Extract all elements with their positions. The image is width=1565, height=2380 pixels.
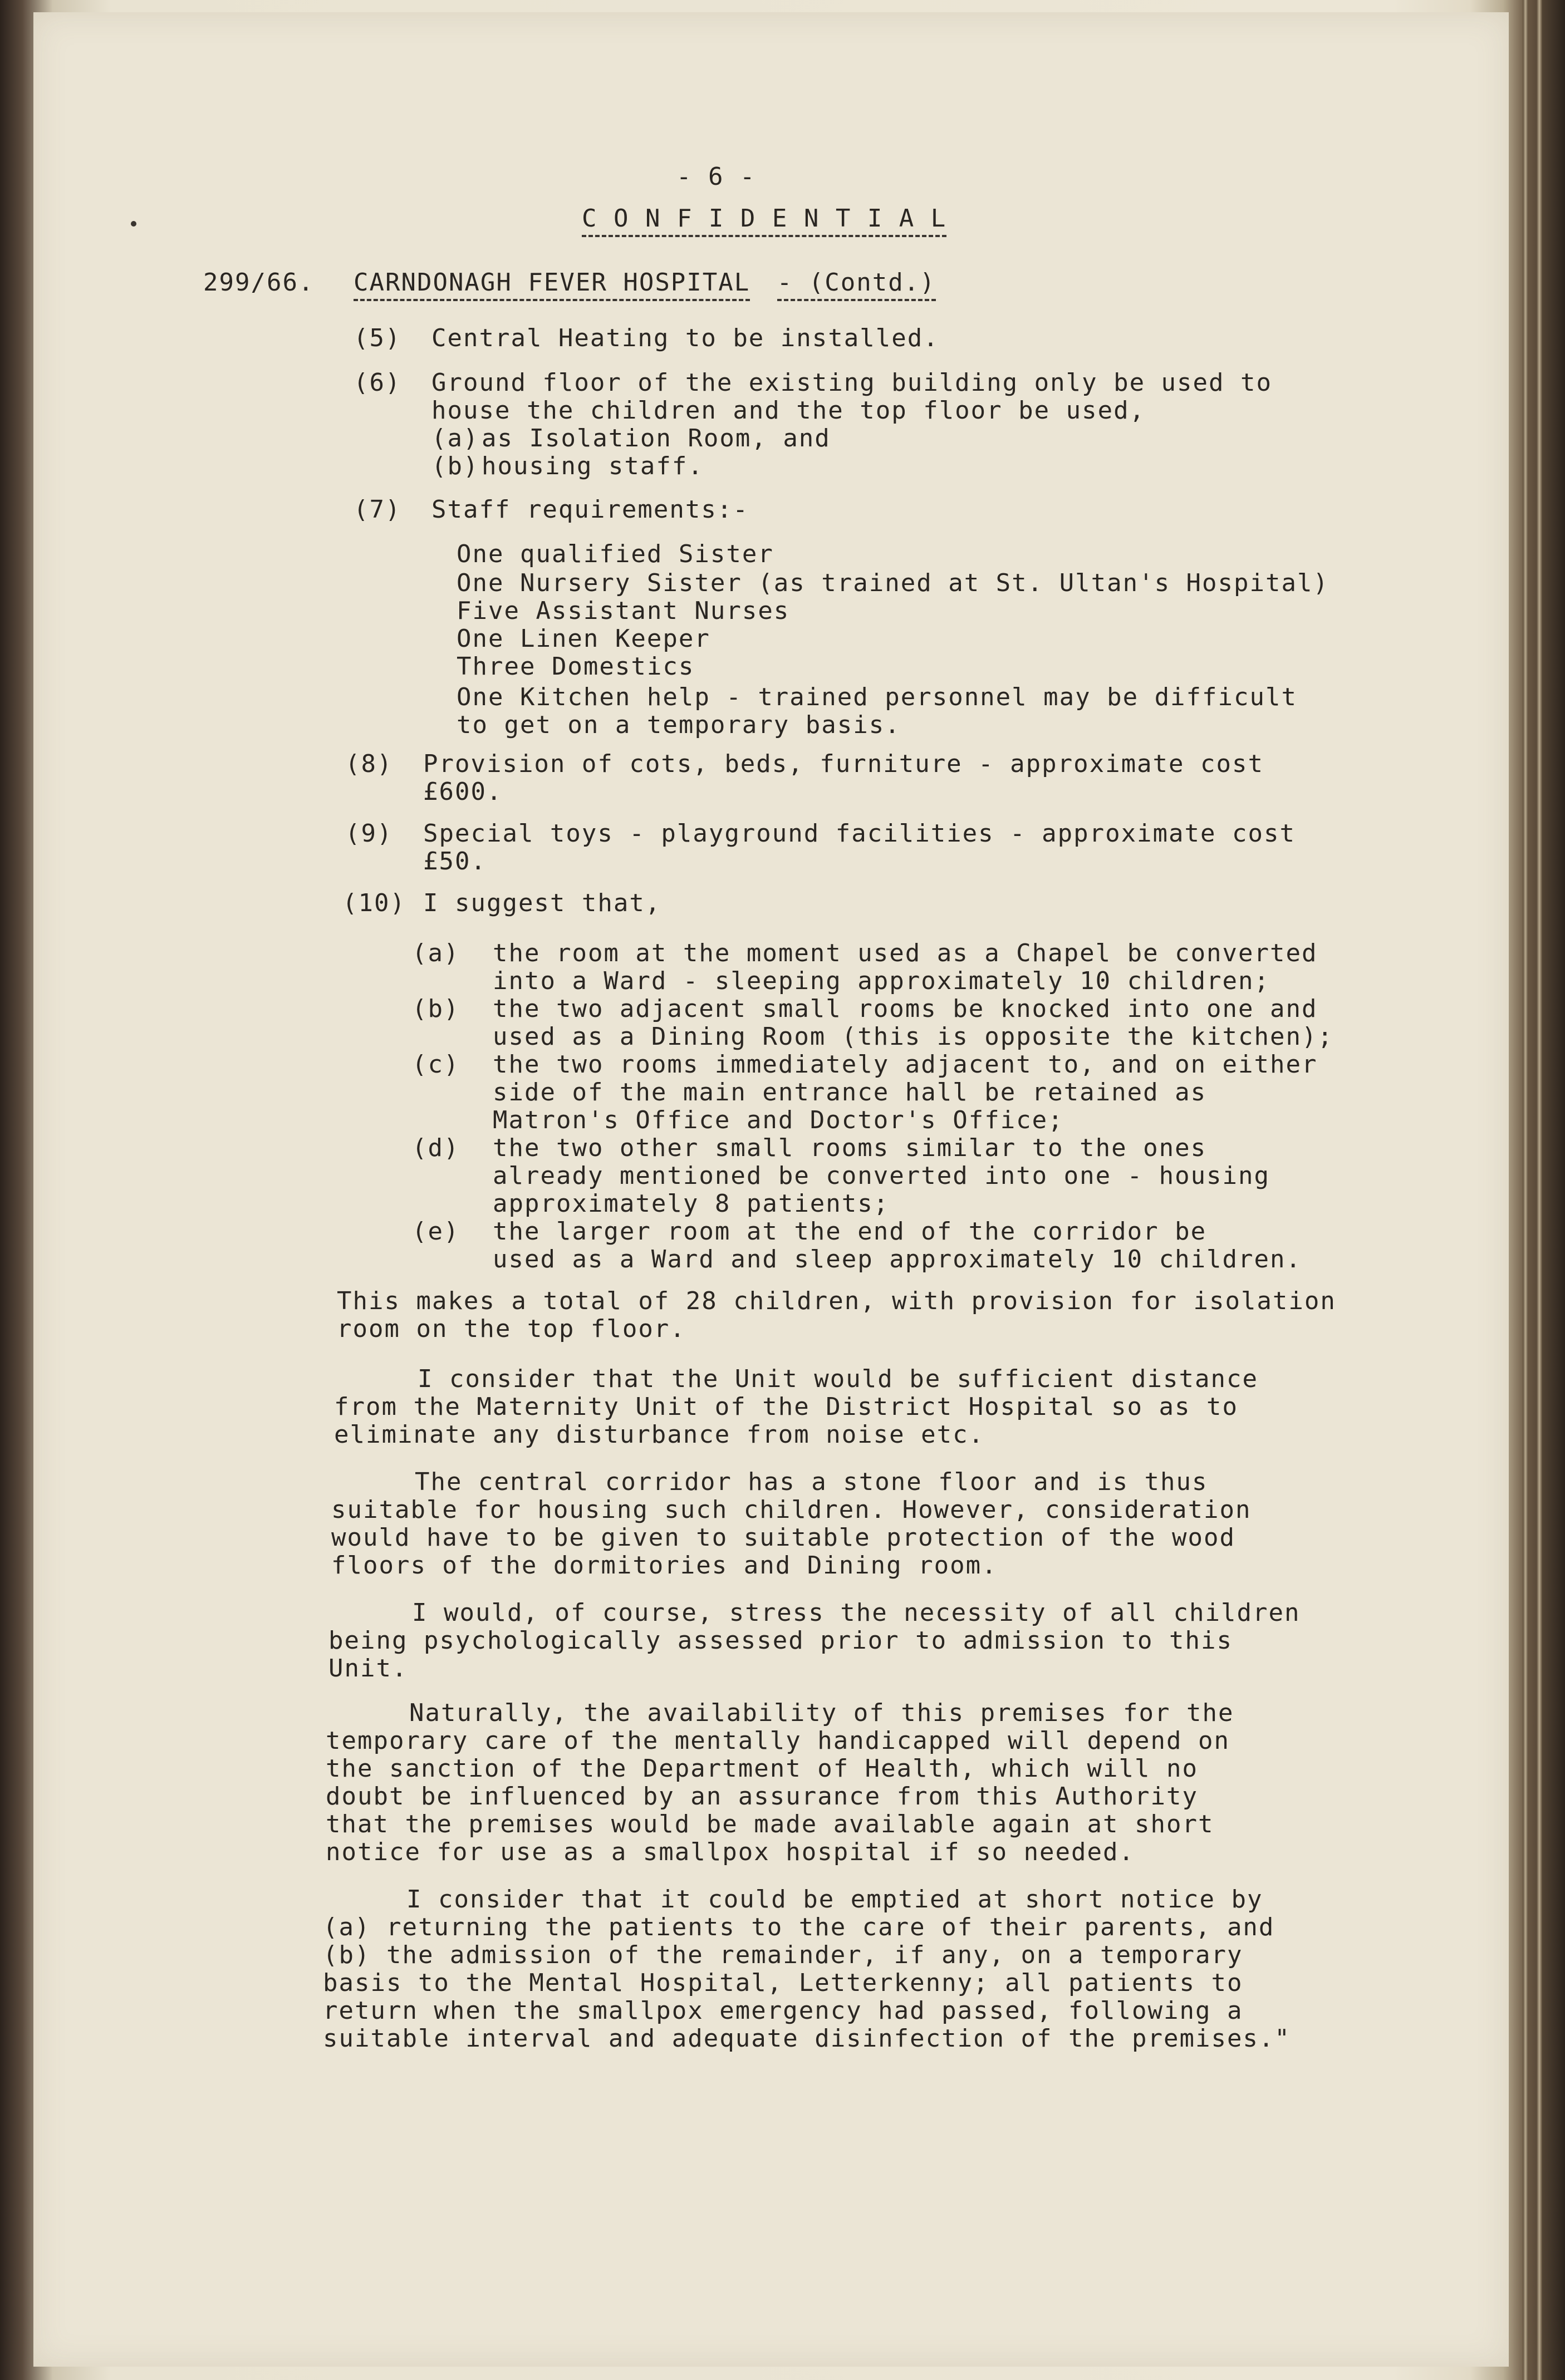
paragraph-6-line: suitable interval and adequate disinfection of the premises." bbox=[323, 2024, 1291, 2053]
item-10-e-line-1: the larger room at the end of the corridor be bbox=[493, 1217, 1207, 1246]
paragraph-4-line: Unit. bbox=[328, 1654, 408, 1683]
item-10-e-label: (e) bbox=[412, 1217, 460, 1246]
item-10-number: (10) bbox=[342, 889, 406, 917]
section-heading bbox=[354, 268, 936, 297]
item-10-b-label: (b) bbox=[412, 995, 460, 1023]
item-10-d-line-1: the two other small rooms similar to the ones bbox=[493, 1134, 1207, 1162]
item-5-number: (5) bbox=[354, 324, 401, 352]
item-10-text: I suggest that, bbox=[423, 889, 661, 917]
item-9-line-1: Special toys - playground facilities - approximate cost bbox=[423, 819, 1296, 848]
paragraph-3-line: suitable for housing such children. However, consideration bbox=[331, 1496, 1252, 1524]
staff-line: One qualified Sister bbox=[457, 540, 774, 568]
item-10-e-line-2: used as a Ward and sleep approximately 10 children. bbox=[493, 1245, 1302, 1273]
paragraph-3-line: The central corridor has a stone floor and is thus bbox=[415, 1468, 1208, 1496]
item-6-number: (6) bbox=[354, 368, 401, 397]
item-5-text: Central Heating to be installed. bbox=[431, 324, 939, 352]
paragraph-5-line: doubt be influenced by an assurance from this Authority bbox=[326, 1782, 1198, 1811]
item-10-b-line-2: used as a Dining Room (this is opposite the kitchen); bbox=[493, 1022, 1333, 1051]
staff-line: One Linen Keeper bbox=[457, 624, 710, 653]
paragraph-6-line: I consider that it could be emptied at short notice by bbox=[406, 1885, 1263, 1914]
item-10-a-line-1: the room at the moment used as a Chapel be converted bbox=[493, 939, 1318, 967]
staff-line: Three Domestics bbox=[457, 652, 695, 681]
page-number: - 6 - bbox=[676, 163, 756, 191]
staff-line: One Nursery Sister (as trained at St. Ultan's Hospital) bbox=[457, 569, 1329, 597]
paragraph-6-line: return when the smallpox emergency had passed, following a bbox=[323, 1997, 1243, 2025]
paragraph-6-line: basis to the Mental Hospital, Letterkenny; all patients to bbox=[323, 1969, 1243, 1997]
paragraph-2-line: from the Maternity Unit of the District Hospital so as to bbox=[334, 1393, 1238, 1421]
page-edge-right bbox=[1523, 0, 1528, 2380]
paragraph-2-line: I consider that the Unit would be sufficient distance bbox=[418, 1365, 1258, 1393]
staff-line: to get on a temporary basis. bbox=[457, 711, 901, 739]
paragraph-5-line: notice for use as a smallpox hospital if so needed. bbox=[326, 1838, 1135, 1866]
item-7-text: Staff requirements:- bbox=[431, 495, 749, 524]
item-10-c-line-1: the two rooms immediately adjacent to, and on either bbox=[493, 1050, 1318, 1079]
item-7-number: (7) bbox=[354, 495, 401, 524]
paragraph-1-line: room on the top floor. bbox=[337, 1315, 686, 1343]
margin-mark bbox=[131, 221, 136, 227]
item-9-line-2: £50. bbox=[423, 847, 487, 876]
item-6-b-text: housing staff. bbox=[482, 452, 704, 480]
paragraph-3-line: floors of the dormitories and Dining room. bbox=[331, 1551, 998, 1580]
paragraph-4-line: I would, of course, stress the necessity of all children bbox=[412, 1599, 1301, 1627]
item-6-a-label: (a) bbox=[431, 424, 479, 453]
item-10-c-line-3: Matron's Office and Doctor's Office; bbox=[493, 1106, 1064, 1134]
paragraph-2-line: eliminate any disturbance from noise etc. bbox=[334, 1420, 985, 1449]
item-10-a-line-2: into a Ward - sleeping approximately 10 children; bbox=[493, 967, 1270, 995]
item-8-number: (8) bbox=[345, 750, 393, 778]
confidential-heading: C O N F I D E N T I A L bbox=[582, 204, 946, 237]
item-10-d-line-3: approximately 8 patients; bbox=[493, 1189, 890, 1218]
item-10-c-label: (c) bbox=[412, 1050, 460, 1079]
item-10-c-line-2: side of the main entrance hall be retained as bbox=[493, 1078, 1207, 1107]
paragraph-6-line: (b) the admission of the remainder, if any, on a temporary bbox=[323, 1941, 1243, 1969]
item-8-line-2: £600. bbox=[423, 778, 503, 806]
item-6-line-1: Ground floor of the existing building only be used to bbox=[431, 368, 1272, 397]
paragraph-1-line: This makes a total of 28 children, with provision for isolation bbox=[337, 1287, 1336, 1315]
item-6-line-2: house the children and the top floor be used, bbox=[431, 396, 1146, 425]
item-6-a-text: as Isolation Room, and bbox=[482, 424, 831, 453]
page-edge-right-2 bbox=[1537, 0, 1542, 2380]
document-page bbox=[33, 12, 1509, 2367]
staff-line: One Kitchen help - trained personnel may be difficult bbox=[457, 683, 1297, 711]
section-title: CARNDONAGH FEVER HOSPITAL bbox=[354, 268, 750, 301]
section-contd: - (Contd.) bbox=[777, 268, 936, 301]
paragraph-5-line: the sanction of the Department of Health, which will no bbox=[326, 1754, 1198, 1783]
item-10-a-label: (a) bbox=[412, 939, 460, 967]
item-10-d-line-2: already mentioned be converted into one - housing bbox=[493, 1162, 1270, 1190]
paragraph-5-line: Naturally, the availability of this premises for the bbox=[409, 1699, 1234, 1727]
item-6-b-label: (b) bbox=[431, 452, 479, 480]
item-8-line-1: Provision of cots, beds, furniture - approximate cost bbox=[423, 750, 1264, 778]
paragraph-5-line: temporary care of the mentally handicapped will depend on bbox=[326, 1727, 1230, 1755]
paragraph-5-line: that the premises would be made available again at short bbox=[326, 1810, 1214, 1838]
paragraph-6-line: (a) returning the patients to the care of their parents, and bbox=[323, 1913, 1275, 1941]
reference-number: 299/66. bbox=[203, 268, 315, 297]
item-10-b-line-1: the two adjacent small rooms be knocked into one and bbox=[493, 995, 1318, 1023]
paragraph-3-line: would have to be given to suitable protection of the wood bbox=[331, 1523, 1235, 1552]
item-10-d-label: (d) bbox=[412, 1134, 460, 1162]
staff-line: Five Assistant Nurses bbox=[457, 597, 790, 625]
item-9-number: (9) bbox=[345, 819, 393, 848]
paragraph-4-line: being psychologically assessed prior to admission to this bbox=[328, 1626, 1233, 1655]
